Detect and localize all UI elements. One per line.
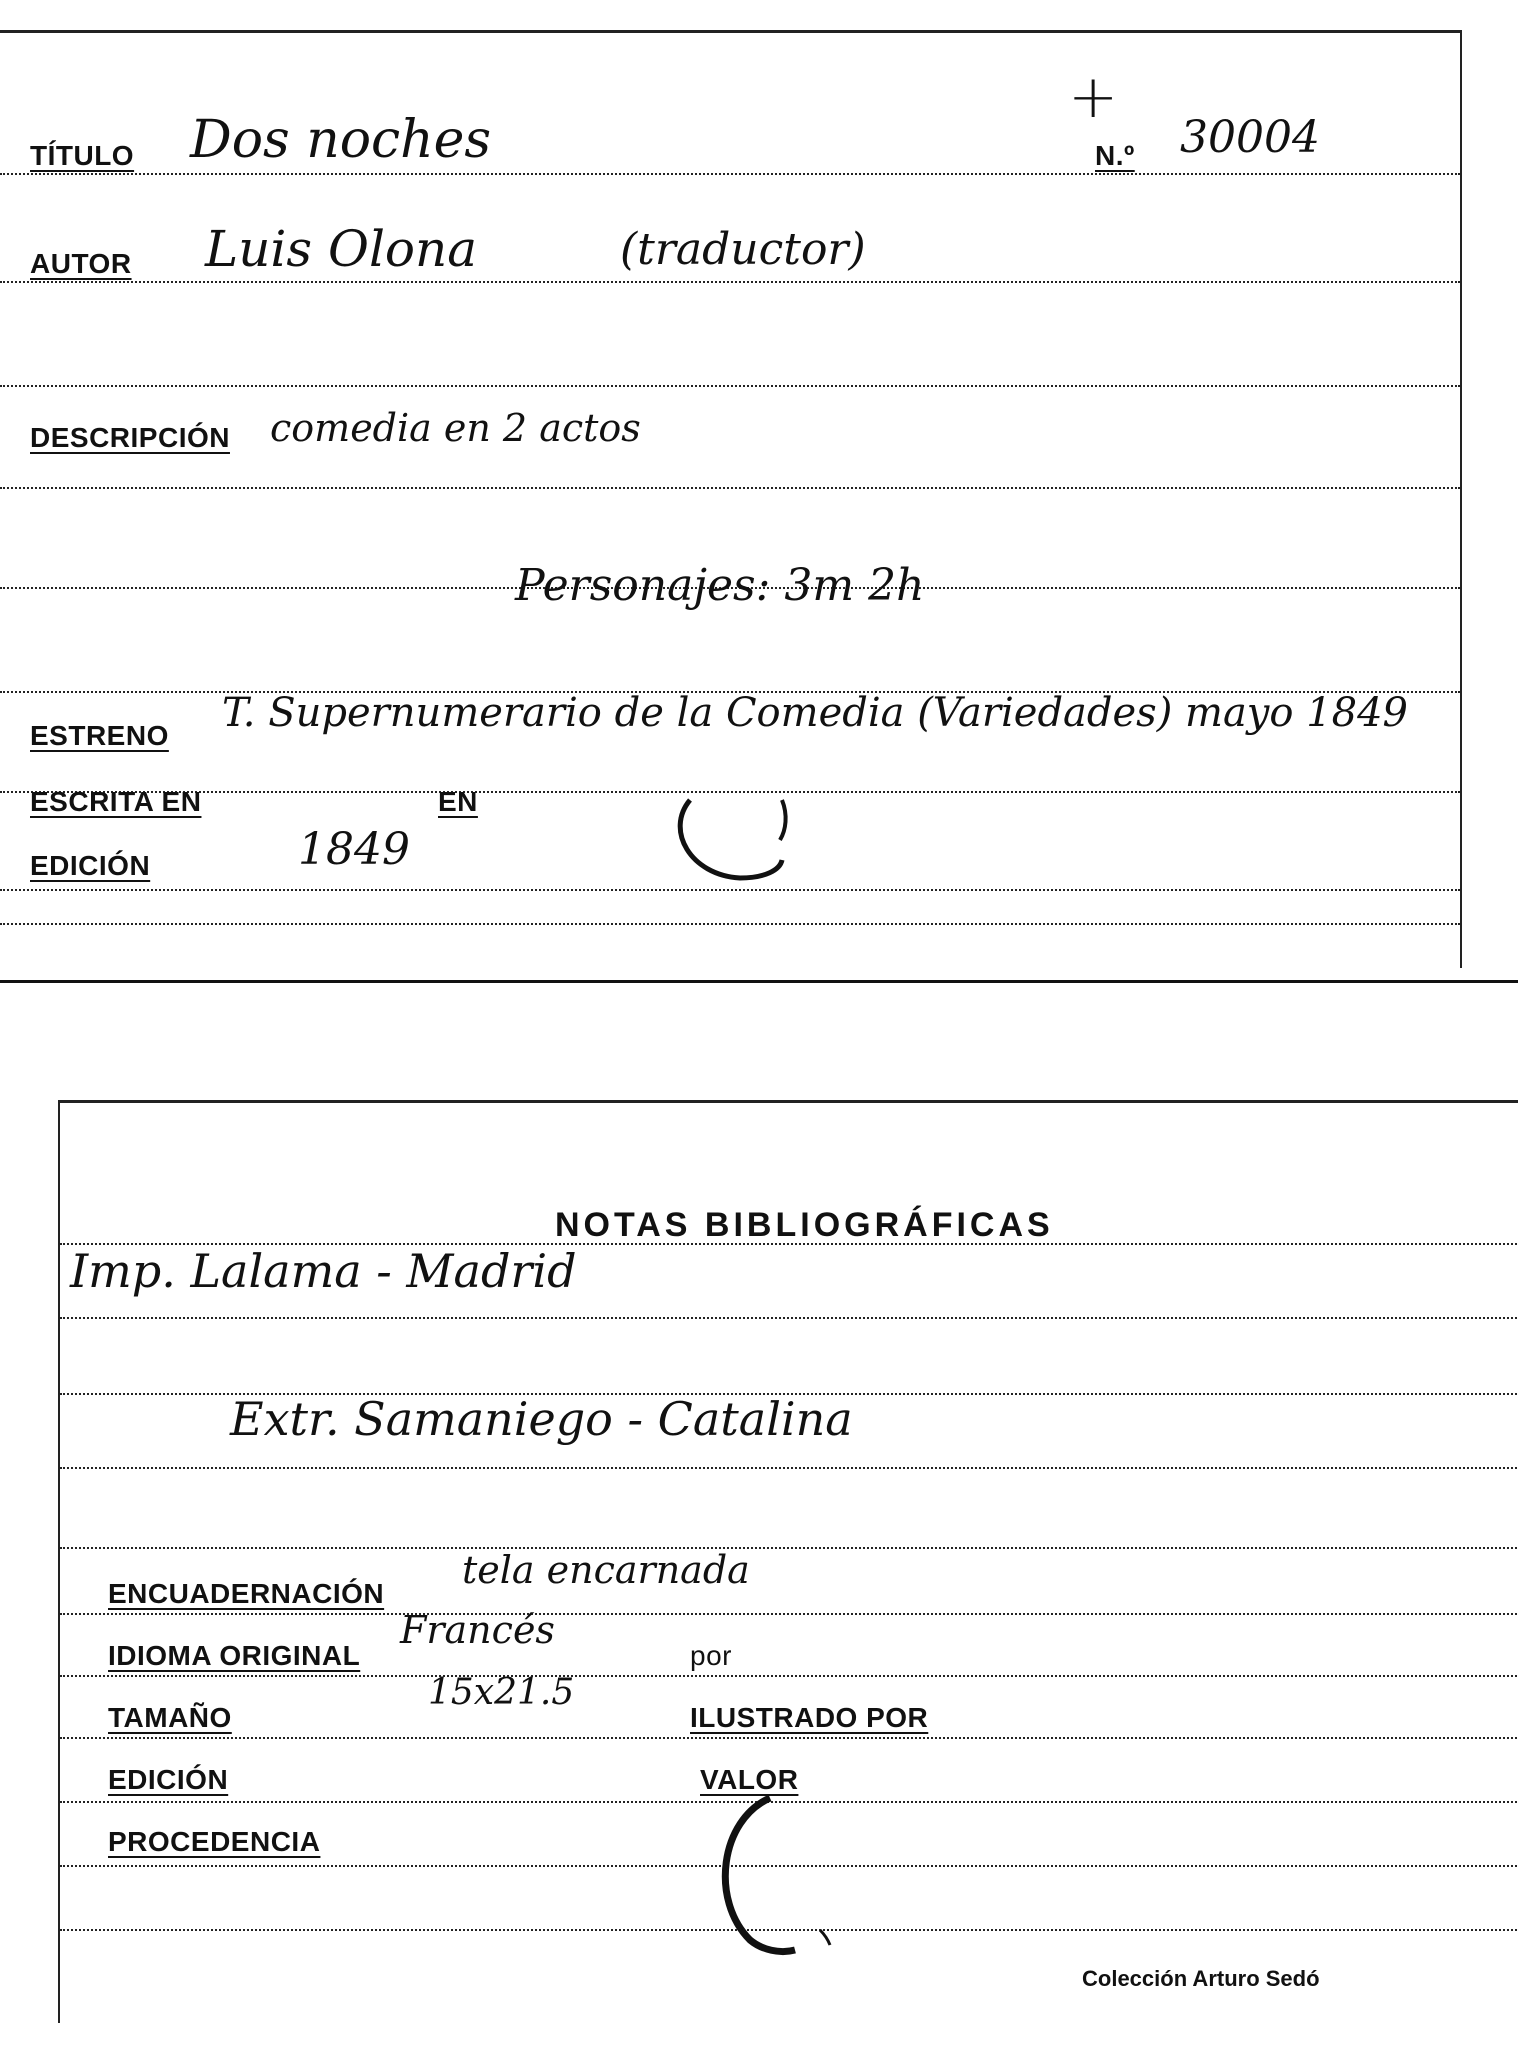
row-separator-b2 [60,1467,1518,1549]
numero-label: N.º [1095,140,1135,171]
numero-value: 30004 [1180,112,1320,163]
edicion-value: 1849 [298,824,410,875]
cross-mark: + [1068,62,1119,132]
binder-hole-bottom [700,1790,840,1960]
estreno-label: ESTRENO [30,720,169,751]
encuadernacion-value: tela encarnada [462,1548,750,1592]
procedencia-label: PROCEDENCIA [108,1826,321,1857]
note-line-1: Imp. Lalama - Madrid [70,1244,577,1298]
encuadernacion-label: ENCUADERNACIÓN [108,1578,385,1609]
binder-hole-top [670,790,800,890]
descripcion-value: comedia en 2 actos [270,406,641,450]
collection-footer: Colección Arturo Sedó [1082,1966,1320,1991]
por-label: por [690,1640,732,1671]
idioma-value: Francés [400,1608,555,1652]
row-autor [0,281,1460,387]
front-card-bottom-edge [0,980,1518,983]
escrita-en-label: ESCRITA EN [30,786,202,817]
en-label: EN [438,786,478,817]
personajes-value: Personajes: 3m 2h [515,560,925,611]
idioma-label: IDIOMA ORIGINAL [108,1640,361,1671]
ilustrado-label: ILUSTRADO POR [690,1702,929,1733]
descripcion-label: DESCRIPCIÓN [30,422,230,453]
edicion-back-label: EDICIÓN [108,1764,229,1795]
tamano-value: 15x21.5 [428,1672,575,1713]
titulo-value: Dos noches [190,110,492,170]
edicion-label: EDICIÓN [30,850,151,881]
autor-role: (traductor) [620,224,866,275]
estreno-value: T. Supernumerario de la Comedia (Variedades) mayo 1849 [222,690,1408,736]
autor-value: Luis Olona [205,220,478,278]
row-separator-b1 [60,1317,1518,1395]
valor-label: VALOR [700,1764,799,1795]
row-escrita [0,889,1460,925]
tamano-label: TAMAÑO [108,1702,232,1733]
note-line-2: Extr. Samaniego - Catalina [230,1392,853,1446]
notas-heading: NOTAS BIBLIOGRÁFICAS [555,1206,1054,1244]
titulo-label: TÍTULO [30,140,135,171]
autor-label: AUTOR [30,248,132,279]
